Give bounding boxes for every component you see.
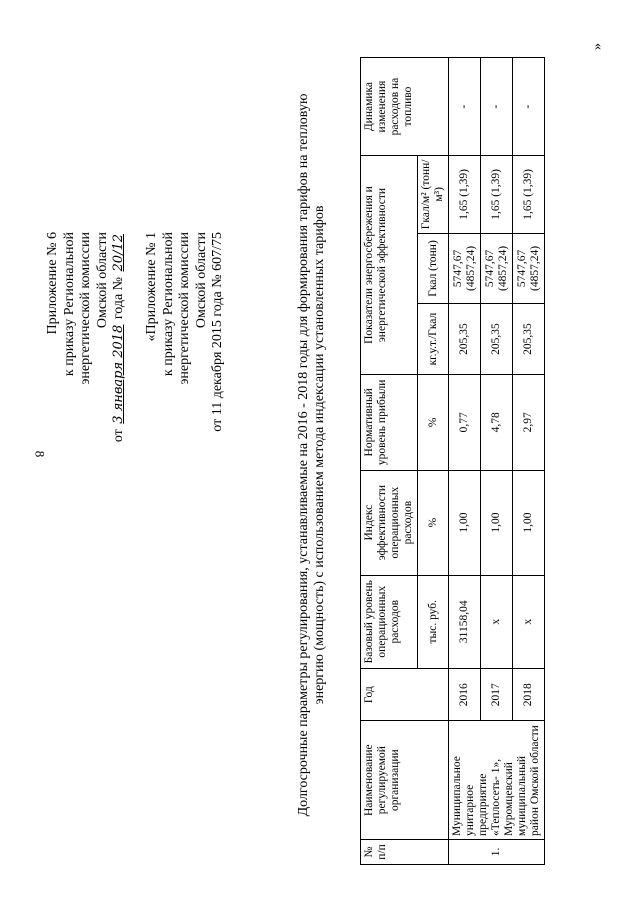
unit-e2: Гкал (тонн) xyxy=(418,233,449,304)
appendix-header xyxy=(45,232,128,442)
col-header-energy: Показатели энергосбережения и энергетической эффективности xyxy=(361,156,418,375)
header-date-line xyxy=(111,232,128,442)
col-header-index: Индекс эффективности операционных расходов xyxy=(361,470,418,575)
date-prefix: от xyxy=(111,429,126,443)
table-row xyxy=(449,58,481,865)
cell-profit: 4,78 xyxy=(481,374,513,470)
cell-index: 1,00 xyxy=(481,470,513,575)
cell-index: 1,00 xyxy=(513,470,545,575)
header-line: «Приложение № 1 xyxy=(144,232,159,342)
cell-base: х xyxy=(513,575,545,668)
cell-e1: 205,35 xyxy=(513,304,545,375)
unit-base: тыс. руб. xyxy=(418,575,449,668)
cell-base: х xyxy=(481,575,513,668)
document-title xyxy=(296,45,328,865)
handwritten-date: 3 января 2018 xyxy=(111,324,126,424)
page-number: 8 xyxy=(32,450,48,458)
cell-index: 1,00 xyxy=(449,470,481,575)
cell-base: 31158,04 xyxy=(449,575,481,668)
date-mid: года № xyxy=(111,276,126,320)
cell-year: 2017 xyxy=(481,668,513,720)
cell-profit: 0,77 xyxy=(449,374,481,470)
header-line: энергетической комиссии xyxy=(78,232,93,385)
closing-quote: » xyxy=(590,43,605,50)
header-line: к приказу Региональной xyxy=(160,232,176,377)
cell-e2: 5747,67 (4857,24) xyxy=(449,233,481,304)
unit-e1: кг.у.т./Гкал xyxy=(418,304,449,375)
original-appendix-header xyxy=(144,232,227,432)
col-header-org: Наименование регулируемой организации xyxy=(361,721,449,840)
cell-e3: 1,65 (1,39) xyxy=(513,156,545,234)
header-line: Приложение № 6 xyxy=(45,232,60,335)
cell-dynamics: - xyxy=(513,58,545,156)
handwritten-number: 20/12 xyxy=(111,234,126,272)
title-line: энергию (мощность) с использованием метода индексации установленных тарифов xyxy=(312,205,327,705)
cell-e1: 205,35 xyxy=(481,304,513,375)
unit-e3: Гкал/м² (тонн/м³) xyxy=(418,156,449,234)
row-number: 1. xyxy=(449,839,545,864)
cell-e2: 5747,67 (4857,24) xyxy=(481,233,513,304)
cell-e2: 5747,67 (4857,24) xyxy=(513,233,545,304)
header-line: к приказу Региональной xyxy=(61,232,77,377)
cell-e1: 205,35 xyxy=(449,304,481,375)
cell-profit: 2,97 xyxy=(513,374,545,470)
header-line: от 11 декабря 2015 года № 607/75 xyxy=(210,232,225,432)
header-line: Омской области xyxy=(94,232,110,329)
header-line: Омской области xyxy=(193,232,209,329)
col-header-base: Базовый уровень операционных расходов xyxy=(361,575,418,668)
cell-year: 2016 xyxy=(449,668,481,720)
col-header-year: Год xyxy=(361,668,449,720)
unit-index: % xyxy=(418,470,449,575)
cell-e3: 1,65 (1,39) xyxy=(481,156,513,234)
header-line: энергетической комиссии xyxy=(177,232,192,385)
title-line: Долгосрочные параметры регулирования, устанавливаемые на 2016 - 2018 годы для формирования тарифов на тепловую xyxy=(296,93,311,817)
parameters-table xyxy=(360,57,545,865)
col-header-profit: Нормативный уровень прибыли xyxy=(361,374,418,470)
cell-dynamics: - xyxy=(481,58,513,156)
cell-e3: 1,65 (1,39) xyxy=(449,156,481,234)
cell-year: 2018 xyxy=(513,668,545,720)
organization-name: Муниципальное унитарное предприятие «Теплосеть- 1», Муромцевский муниципальный район Омской области xyxy=(449,721,545,840)
col-header-num: № п/п xyxy=(361,839,449,864)
header-row xyxy=(361,58,418,865)
unit-profit: % xyxy=(418,374,449,470)
cell-dynamics: - xyxy=(449,58,481,156)
col-header-dynamics: Динамика изменения расходов на топливо xyxy=(361,58,449,156)
